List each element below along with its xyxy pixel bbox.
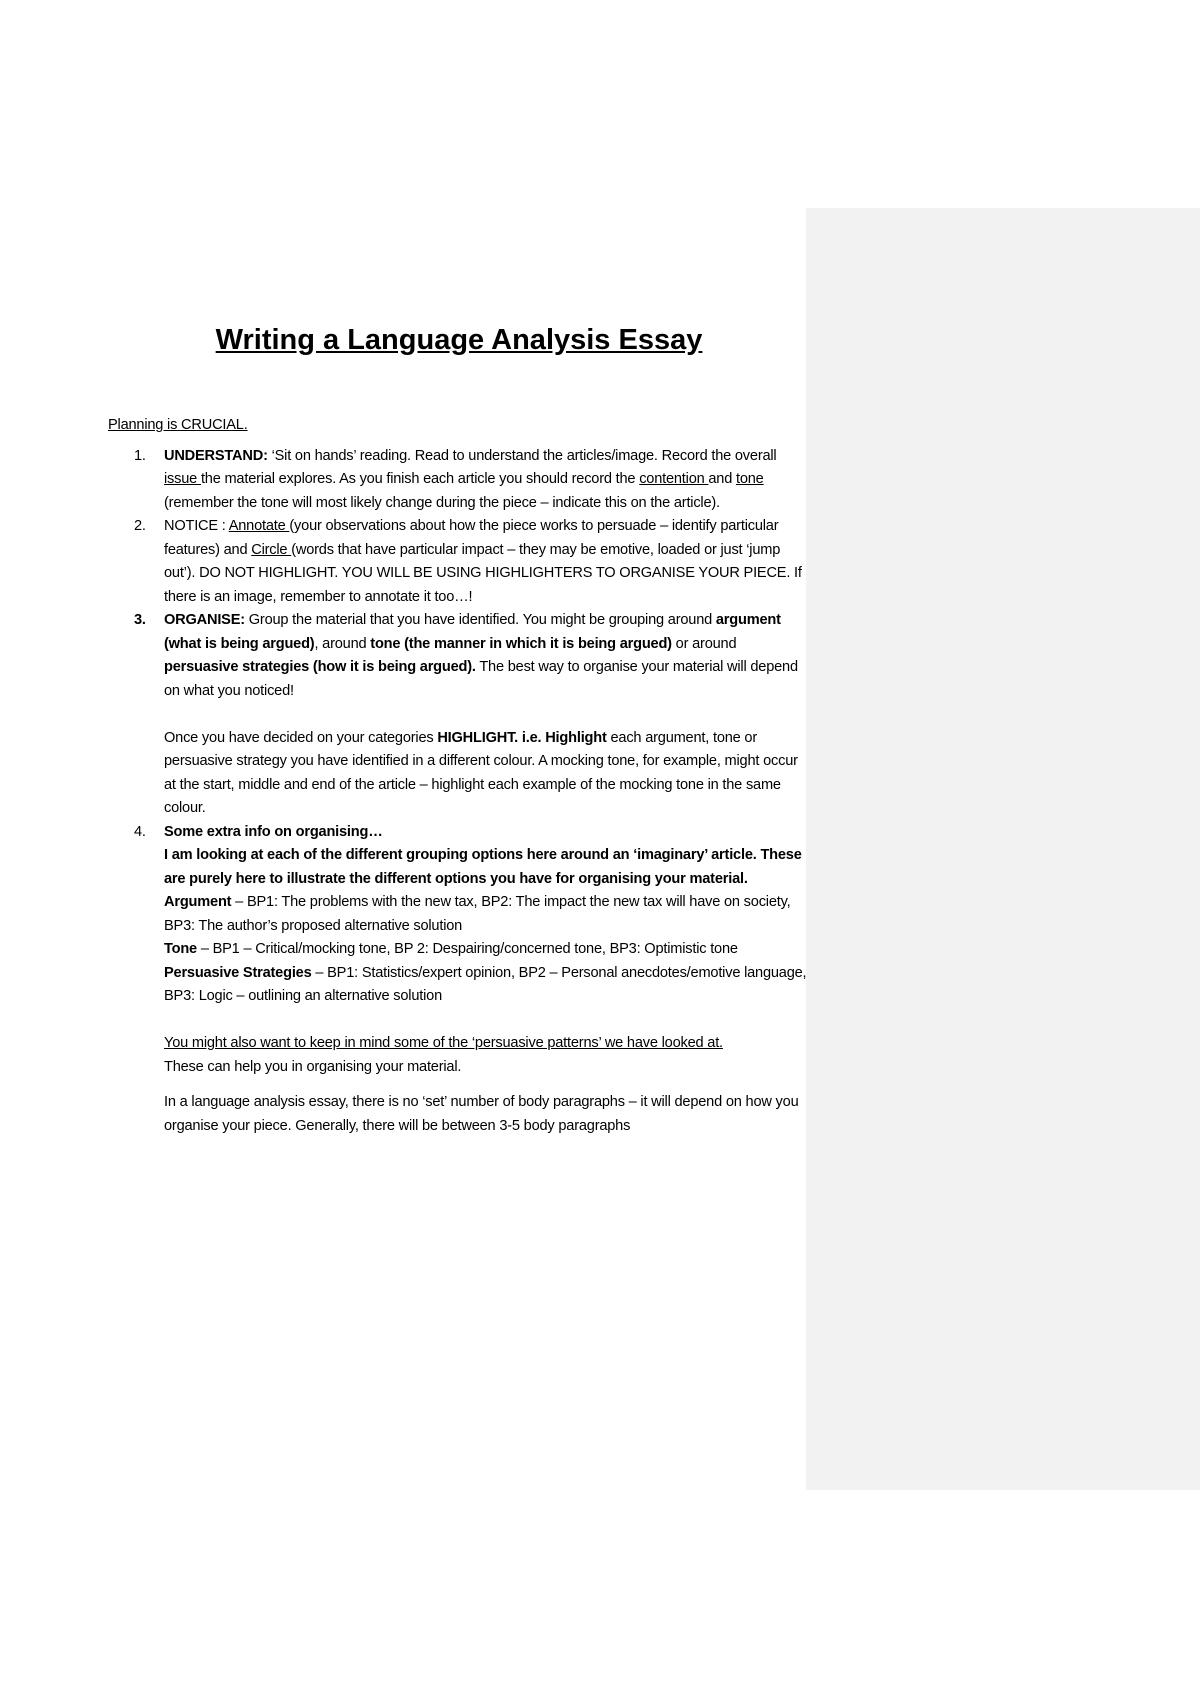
step-text: (remember the tone will most likely change during the piece – indicate this on the article). bbox=[164, 494, 720, 511]
list-number: 3. bbox=[134, 612, 146, 628]
example-text: – BP1: The problems with the new tax, BP2: The impact the new tax will have on society, BP3: The author’s proposed alternative solution bbox=[164, 894, 791, 934]
step-notice bbox=[108, 515, 808, 609]
underlined-term: contention bbox=[639, 471, 709, 487]
step-text: Once you have decided on your categories bbox=[164, 729, 438, 746]
list-number: 4. bbox=[134, 823, 146, 840]
closing-notes bbox=[108, 1009, 808, 1139]
example-label: Argument bbox=[164, 894, 232, 910]
step-organise bbox=[108, 609, 808, 821]
step-text: Group the material that you have identified. You might be grouping around bbox=[244, 612, 716, 628]
strategies-example bbox=[164, 962, 808, 1009]
document-body bbox=[108, 320, 808, 1138]
step-text: and bbox=[708, 471, 736, 487]
step-text: or around bbox=[671, 635, 737, 652]
imaginary-article-note: I am looking at each of the different grouping options here around an ‘imaginary’ article. These are purely here to illustrate the different options you have for organising your material. bbox=[164, 847, 802, 887]
patterns-subline: These can help you in organising your material. bbox=[164, 1058, 462, 1075]
list-number: 1. bbox=[134, 447, 146, 464]
step-text: The best way to organise your material will depend on what you noticed! bbox=[164, 659, 798, 699]
step-lead: Some extra info on organising… bbox=[164, 823, 383, 840]
step-text: , around bbox=[314, 635, 371, 652]
underlined-term: tone bbox=[736, 471, 764, 487]
step-text: the material explores. As you finish each article you should record the bbox=[200, 471, 640, 487]
example-label: Tone bbox=[164, 941, 197, 957]
body-paragraphs-note: In a language analysis essay, there is no ‘set’ number of body paragraphs – it will depend on how you organise your piece. Generally, there will be between 3-5 body paragraphs bbox=[164, 1094, 799, 1134]
underlined-term: Annotate bbox=[228, 518, 290, 534]
bold-term: persuasive strategies (how it is being argued). bbox=[164, 659, 476, 675]
document-title: Writing a Language Analysis Essay bbox=[215, 324, 703, 356]
step-lead: ORGANISE: bbox=[164, 612, 245, 628]
patterns-line: You might also want to keep in mind some of the ‘persuasive patterns’ we have looked at. bbox=[164, 1035, 723, 1051]
comment-pane bbox=[806, 208, 1200, 1490]
example-text: – BP1: Statistics/expert opinion, BP2 – Personal anecdotes/emotive language, BP3: Logic – outlining an alternative solution bbox=[164, 964, 807, 1004]
example-label: Persuasive Strategies bbox=[164, 964, 312, 981]
step-text: (words that have particular impact – they may be emotive, loaded or just ‘jump out’). DO NOT HIGHLIGHT. YOU WILL BE USING HIGHLIGHTERS TO ORGANISE YOUR PIECE. If there is an image, remember to annotate it too…! bbox=[164, 541, 802, 605]
step-text: ‘Sit on hands’ reading. Read to understand the articles/image. Record the overall bbox=[267, 447, 777, 464]
planning-heading: Planning is CRUCIAL. bbox=[108, 417, 248, 433]
tone-example bbox=[164, 938, 808, 962]
example-text: – BP1 – Critical/mocking tone, BP 2: Despairing/concerned tone, BP3: Optimistic tone bbox=[196, 941, 738, 957]
steps-list bbox=[108, 445, 808, 1009]
step-understand bbox=[108, 445, 808, 516]
bold-term: argument (what is being argued) bbox=[164, 612, 781, 652]
step-text: (your observations about how the piece works to persuade – identify particular features) and bbox=[164, 518, 779, 558]
highlight-paragraph bbox=[164, 727, 808, 821]
step-lead: NOTICE : bbox=[164, 518, 229, 534]
underlined-term: issue bbox=[164, 471, 201, 487]
step-extra-info bbox=[108, 821, 808, 1009]
bold-term: tone (the manner in which it is being argued) bbox=[370, 635, 672, 652]
step-lead: UNDERSTAND: bbox=[164, 447, 268, 464]
bold-term: HIGHLIGHT. i.e. Highlight bbox=[437, 729, 607, 746]
underlined-term: Circle bbox=[251, 541, 292, 558]
step-text: each argument, tone or persuasive strategy you have identified in a different colour. A mocking tone, for example, might occur at the start, middle and end of the article – highlight each example of the mocking tone in the same colour. bbox=[164, 729, 798, 816]
list-number: 2. bbox=[134, 518, 146, 534]
argument-example bbox=[164, 891, 808, 938]
